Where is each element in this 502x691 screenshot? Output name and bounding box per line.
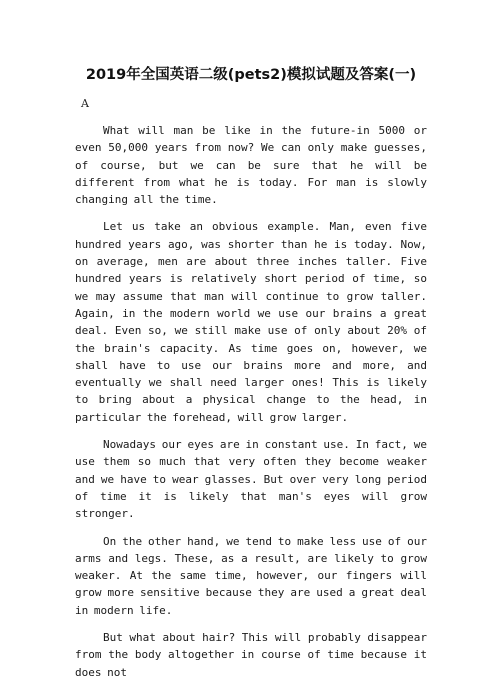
paragraph: Let us take an obvious example. Man, even five hundred years ago, was shorter than he is today. Now, on average, men are about three inches taller. Five hundred years is relatively short period of time, so we may assume that man will continue to grow taller. Again, in the modern world we use our brains a great deal. Even so, we still make use of only about 20% of the brain's capacity. As time goes on, however, we shall have to use our brains more and more, and eventually we shall need larger ones! This is likely to bring about a physical change to the head, in particular the forehead, will grow larger. xyxy=(75,220,427,424)
paragraph: What will man be like in the future-in 5000 or even 50,000 years from now? We can only make guesses, of course, but we can be sure that he will be different from what he is today. For man is slowly changing all the time. xyxy=(75,124,427,207)
section-label: A xyxy=(81,97,89,110)
document-body xyxy=(75,122,427,691)
paragraph: On the other hand, we tend to make less use of our arms and legs. These, as a result, are likely to grow weaker. At the same time, however, our fingers will grow more sensitive because they are used a great deal in modern life. xyxy=(75,534,427,617)
paragraph: But what about hair? This will probably disappear from the body altogether in course of time because it does not xyxy=(75,631,427,679)
paragraph: Nowadays our eyes are in constant use. In fact, we use them so much that very often they become weaker and we have to wear glasses. But over very long period of time it is likely that man's eyes will grow stronger. xyxy=(75,438,427,521)
document-title: 2019年全国英语二级(pets2)模拟试题及答案(一) xyxy=(85,67,417,83)
